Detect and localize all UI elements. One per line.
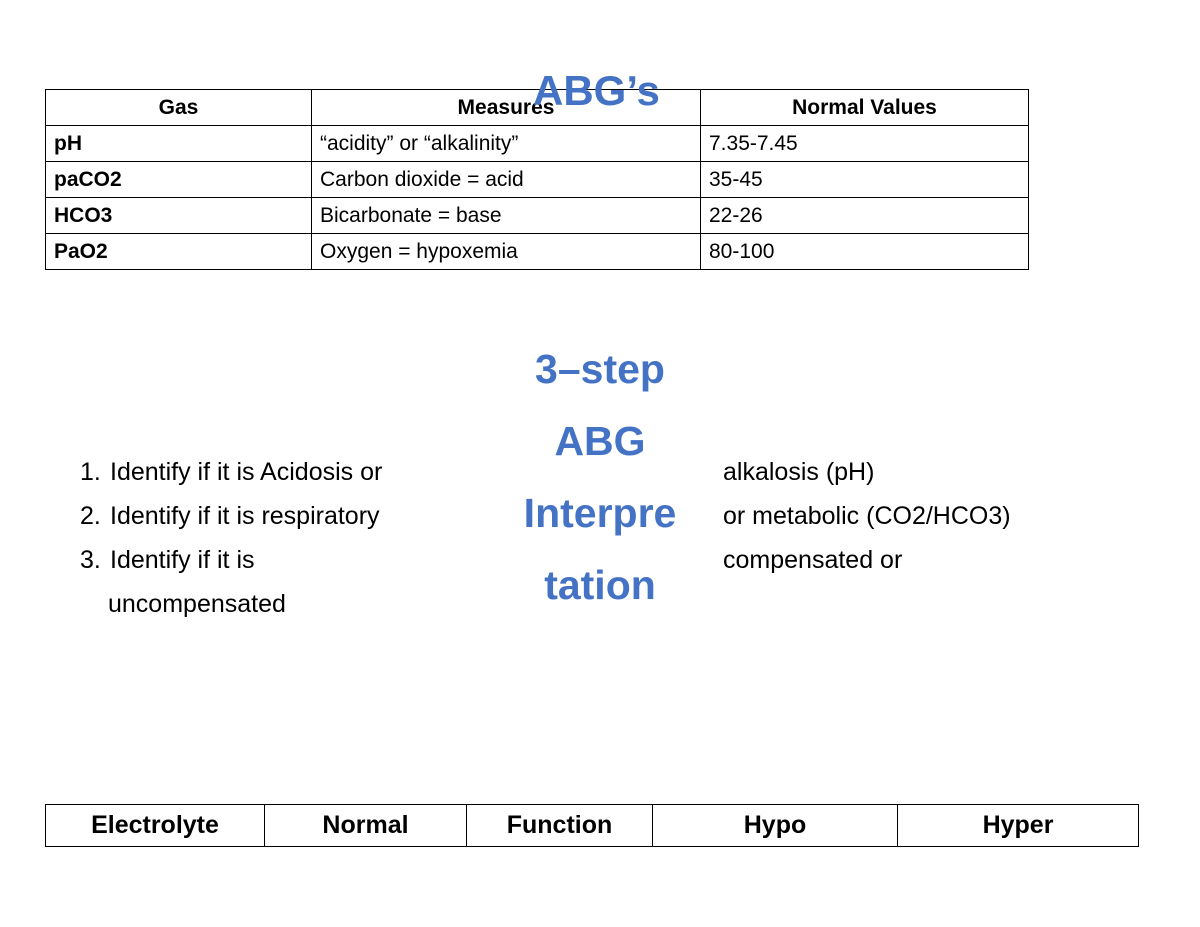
- electrolyte-header-hyper: Hyper: [898, 805, 1139, 847]
- gas-cell: PaO2: [46, 234, 312, 270]
- list-item: [80, 450, 382, 494]
- electrolyte-header-hypo: Hypo: [653, 805, 898, 847]
- table-row: [46, 198, 1029, 234]
- step-continuation-line: or metabolic (CO2/HCO3): [723, 502, 1011, 530]
- measures-cell: “acidity” or “alkalinity”: [312, 126, 701, 162]
- step-number: 3.: [80, 546, 101, 574]
- step-number: 2.: [80, 502, 101, 530]
- gas-cell: HCO3: [46, 198, 312, 234]
- steps-right-column: [723, 450, 1011, 582]
- electrolyte-table: [45, 804, 1139, 847]
- abg-title: ABG’s: [533, 67, 660, 114]
- step-number: 1.: [80, 458, 101, 486]
- table-row: [46, 234, 1029, 270]
- step-text: Identify if it is Acidosis or: [110, 458, 383, 486]
- abg-table: [45, 89, 1029, 270]
- normal-value-cell: 35-45: [701, 162, 1029, 198]
- table-row: [46, 162, 1029, 198]
- list-item: [80, 494, 382, 538]
- steps-list: [80, 450, 382, 582]
- step-text: Identify if it is respiratory: [110, 502, 380, 530]
- electrolyte-header-function: Function: [467, 805, 653, 847]
- abg-header-measures: Measures: [312, 90, 701, 126]
- measures-cell: Carbon dioxide = acid: [312, 162, 701, 198]
- step-continuation-line: compensated or: [723, 546, 903, 574]
- measures-cell: Oxygen = hypoxemia: [312, 234, 701, 270]
- interpretation-title-line: ABG: [554, 418, 646, 464]
- interpretation-title-line: tation: [544, 562, 656, 608]
- step-text: Identify if it is: [110, 546, 255, 574]
- normal-value-cell: 7.35-7.45: [701, 126, 1029, 162]
- abg-header-normal-values: Normal Values: [701, 90, 1029, 126]
- measures-cell: Bicarbonate = base: [312, 198, 701, 234]
- step-continuation-line: alkalosis (pH): [723, 458, 875, 486]
- electrolyte-table-header-row: [46, 805, 1139, 847]
- electrolyte-header-electrolyte: Electrolyte: [46, 805, 265, 847]
- interpretation-title: [490, 333, 710, 621]
- table-row: [46, 126, 1029, 162]
- electrolyte-header-normal: Normal: [265, 805, 467, 847]
- list-item: [80, 538, 382, 582]
- step-3-continuation: uncompensated: [108, 590, 286, 618]
- interpretation-title-line: Interpre: [523, 490, 677, 536]
- normal-value-cell: 22-26: [701, 198, 1029, 234]
- gas-cell: paCO2: [46, 162, 312, 198]
- gas-cell: pH: [46, 126, 312, 162]
- interpretation-title-line: 3–step: [535, 346, 665, 392]
- normal-value-cell: 80-100: [701, 234, 1029, 270]
- abg-header-gas: Gas: [46, 90, 312, 126]
